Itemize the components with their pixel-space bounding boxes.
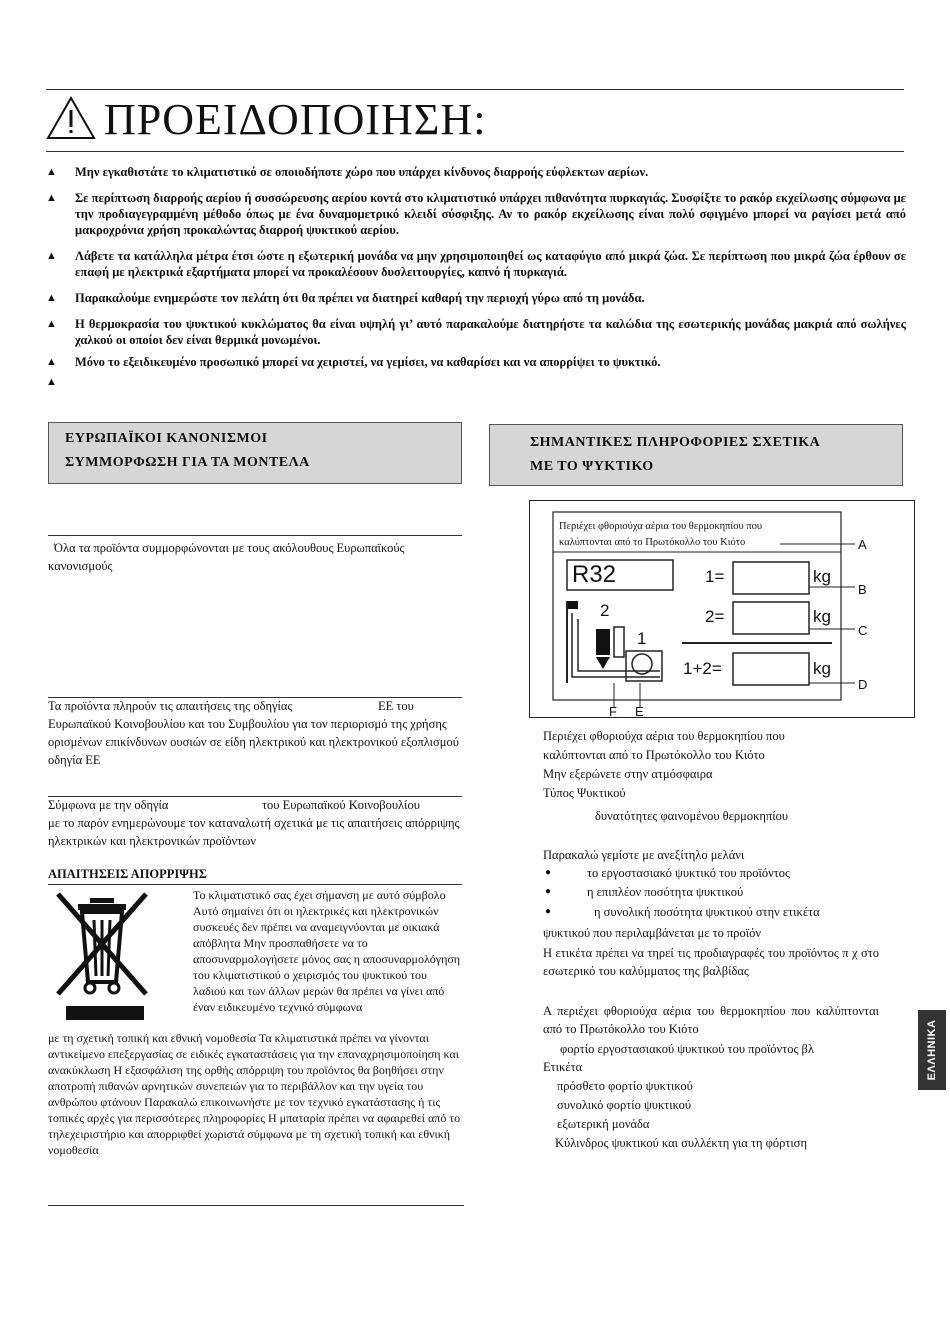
language-tab: ΕΛΛΗΝΙΚΑ (918, 1010, 946, 1090)
label-text-line2: καλύπτονται από το Πρωτόκολλο του Κιότο (543, 748, 765, 762)
bullet-triangle-icon: ▲ (46, 166, 57, 178)
para-spec: Η ετικέτα πρέπει να τηρεί τις προδιαγραφές του προϊόντος π χ στο εσωτερικό του καλύμματος της βαλβίδας (543, 946, 879, 978)
rohs-text-c: Ευρωπαϊκού Κοινοβουλίου και του Συμβουλίου για τον περιορισμό της χρήσης ορισμένων επικίνδυνων ουσιών σε είδη ηλεκτρικού και ηλεκτρονικού εξοπλισμού οδηγία ΕΕ (48, 717, 459, 767)
bullet-triangle-icon: ▲ (46, 376, 57, 388)
crossed-bin-icon (52, 890, 152, 1024)
warning-triangle-icon (46, 96, 96, 140)
symbol-num-2: 2 (600, 601, 610, 620)
label-text-line3: Μην εξερώνετε στην ατμόσφαιρα (543, 767, 713, 781)
item-additional-charge: πρόσθετο φορτίο ψυκτικού (557, 1079, 693, 1093)
bullet-icon: ● (545, 886, 552, 897)
page-title: ΠΡΟΕΙΔΟΠΟΙΗΣΗ: (104, 95, 487, 144)
bullet-triangle-icon: ▲ (46, 250, 57, 262)
item-total-charge: συνολικό φορτίο ψυκτικού (557, 1098, 692, 1112)
para-factory-charge: φορτίο εργοστασιακού ψυκτικού του προϊόντος βλ (560, 1042, 814, 1056)
bullet-triangle-icon: ▲ (46, 192, 57, 204)
fill-heading: Παρακαλώ γεμίστε με ανεξίτηλο μελάνι (543, 848, 745, 862)
callout-F: F (609, 704, 617, 719)
rohs-text-b: ΕΕ του (378, 699, 414, 713)
eu-regulations-box: ΕΥΡΩΠΑΪΚΟΙ ΚΑΝΟΝΙΣΜΟΙ ΣΥΜΜΟΡΦΩΣΗ ΓΙΑ ΤΑ ΜΟΝΤΕΛΑ (48, 422, 462, 484)
weee-text-b: του Ευρωπαϊκού Κοινοβουλίου (262, 798, 420, 812)
top-rule (46, 89, 904, 90)
item-cylinder: Κύλινδρος ψυκτικού και συλλέκτη για τη φόρτιση (555, 1136, 807, 1150)
label-header-line2: καλύπτονται από το Πρωτόκολλο του Κιότο (559, 537, 746, 548)
callout-C: C (858, 623, 868, 638)
label-header-line1: Περιέχει φθοριούχα αέρια του θερμοκηπίου που (559, 521, 763, 532)
callout-B: B (858, 582, 867, 597)
bullet-icon: ● (545, 867, 552, 878)
bullet-triangle-icon: ▲ (46, 356, 57, 368)
title-rule (46, 151, 904, 152)
section-rule (48, 535, 462, 536)
bullet-triangle-icon: ▲ (46, 292, 57, 304)
item-outdoor-unit: εξωτερική μονάδα (557, 1117, 650, 1131)
symbol-num-1: 1 (637, 629, 647, 648)
warning-item: ▲ Λάβετε τα κατάλληλα μέτρα έτσι ώστε η εξωτερική μονάδα να μην χρησιμοποιηθεί ως καταφύγιο από μικρά ζώα. Σε περίπτωση που μικρά ζώα έρθουν σε επαφή με ηλεκτρικά εξαρτήματα μπορεί να προκαλέσουν δυσλειτουργίες, καπνό ή πυρκαγιά. (46, 249, 906, 279)
bullet-text: το εργοστασιακό ψυκτικό του προϊόντος (587, 866, 790, 880)
disposal-wrap-text: Το κλιματιστικό σας έχει σήμανση με αυτό σύμβολο Αυτό σημαίνει ότι οι ηλεκτρικές και ηλεκτρονικών συσκευές δεν πρέπει να αναμειγνύονται με οικιακά απόβλητα Μην προσπαθήσετε να το αποσυναρμολογήσετε μόνος σας η αποσυναρμολόγηση του κλιματιστικού ο χειρισμός του ψυκτικού του λαδιού και των άλλων μερών θα πρέπει να γίνει από έναν ειδικευμένο τεχνικό σύμφωνα (193, 888, 461, 1014)
weee-text-a: Σύμφωνα με την οδηγία (48, 798, 169, 812)
unit-kg-2: kg (813, 607, 831, 626)
refrigerant-label-diagram (529, 500, 915, 718)
disposal-heading: ΑΠΑΙΤΗΣΕΙΣ ΑΠΟΡΡΙΨΗΣ (48, 867, 207, 881)
warning-item: ▲ Παρακαλούμε ενημερώστε τον πελάτη ότι θα πρέπει να διατηρεί καθαρή την περιοχή γύρω από τη μονάδα. (46, 291, 645, 305)
warning-item: ▲ Η θερμοκρασία του ψυκτικού κυκλώματος θα είναι υψηλή γι’ αυτό παρακαλούμε διατηρήστε τα καλώδια της εσωτερικής μονάδας μακριά από σωλήνες χαλκού οι οποίοι δεν είναι θερμικά μονωμένοι. (46, 317, 906, 347)
refrigerant-type: R32 (572, 561, 617, 588)
refrigerant-info-box: ΣΗΜΑΝΤΙΚΕΣ ΠΛΗΡΟΦΟΡΙΕΣ ΣΧΕΤΙΚΑ ΜΕ ΤΟ ΨΥΚΤΙΚΟ (489, 424, 903, 486)
section-rule (48, 884, 462, 885)
callout-E: E (635, 704, 644, 719)
bullet-text: η επιπλέον ποσότητα ψυκτικού (587, 885, 744, 899)
bullet-icon: ● (545, 906, 552, 917)
warning-item: ▲ Σε περίπτωση διαρροής αερίου ή συσσώρευσης αερίου κοντά στο κλιματιστικό υπάρχει πιθανότητα πυρκαγιάς. Συσφίξτε το ρακόρ εκχείλωσης σύμφωνα με την προδιαγεγραμμένη μέθοδο όπως με ένα δυναμομετρικό κλειδί σύσφιξης. Αν το ρακόρ εκχείλωσης είναι πολύ σφιγμένο μπορεί να ραγίσει μετά από μακροχρόνια χρήση προκαλώντας διαρροή ψυκτικού αερίου. (46, 191, 906, 237)
label-text-line1: Περιέχει φθοριούχα αέρια του θερμοκηπίου που (543, 729, 785, 743)
compliance-text: Όλα τα προϊόντα συμμορφώνονται με τους ακόλουθους Ευρωπαϊκούς κανονισμούς (48, 541, 405, 573)
bullet-triangle-icon: ▲ (46, 318, 57, 330)
unit-kg-3: kg (813, 659, 831, 678)
bullet-text: η συνολική ποσότητα ψυκτικού στην ετικέτα (594, 905, 820, 919)
callout-D: D (858, 677, 868, 692)
unit-kg-1: kg (813, 567, 831, 586)
rohs-text-a: Τα προϊόντα πληρούν τις απαιτήσεις της οδηγίας (48, 699, 293, 713)
disposal-full-text: με τη σχετική τοπική και εθνική νομοθεσία Τα κλιματιστικά πρέπει να γίνονται αντικείμενο επεξεργασίας σε ειδικές εγκαταστάσεις για την επαναχρησιμοποίηση και ανακύκλωση Η εξασφάλιση της ορθής απόρριψη του προϊόντος θα βοηθήσει στην αποτροπή πιθανών αρνητικών συνεπειών για το περιβάλλον και την υγεία του ανθρώπου φτάνουν Παρακαλώ επικοινωνήστε με τον τεχνικό εγκατάστασης ή τις τοπικές αρχές για περισσότερες πληροφορίες Η μπαταρία πρέπει να αφαιρεθεί από το τηλεχειριστήριο και απορριφθεί χωριστά σύμφωνα με τη σχετική τοπική και εθνική νομοθεσία (48, 1031, 461, 1157)
warning-item: ▲ Μην εγκαθιστάτε το κλιματιστικό σε οποιοδήποτε χώρο που υπάρχει κίνδυνος διαρροής εύφλεκτων αερίων. (46, 165, 649, 179)
para-kyoto: Α περιέχει φθοριούχα αέρια του θερμοκηπίου που καλύπτονται από το Πρωτόκολλο του Κιότο (543, 1004, 879, 1036)
para-product: ψυκτικού που περιλαμβάνεται με το προϊόν (543, 926, 762, 940)
weee-text-c: με το παρόν ενημερώνουμε τον καταναλωτή σχετικά με τις απαιτήσεις απόρριψης ηλεκτρικών και ηλεκτρονικών προϊόντων (48, 816, 460, 848)
para-label: Ετικέτα (543, 1060, 583, 1074)
warning-item: ▲ Μόνο το εξειδικευμένο προσωπικό μπορεί να χειριστεί, να γεμίσει, να καθαρίσει και να απορρίψει το ψυκτικό. (46, 355, 661, 369)
bottom-rule (48, 1205, 464, 1206)
label-text-line5: δυνατότητες φαινομένου θερμοκηπίου (595, 809, 789, 823)
row1-label: 1= (705, 567, 725, 586)
label-text-line4: Τύπος Ψυκτικού (543, 786, 626, 800)
callout-A: A (858, 537, 867, 552)
row2-label: 2= (705, 607, 725, 626)
row3-label: 1+2= (683, 659, 722, 678)
